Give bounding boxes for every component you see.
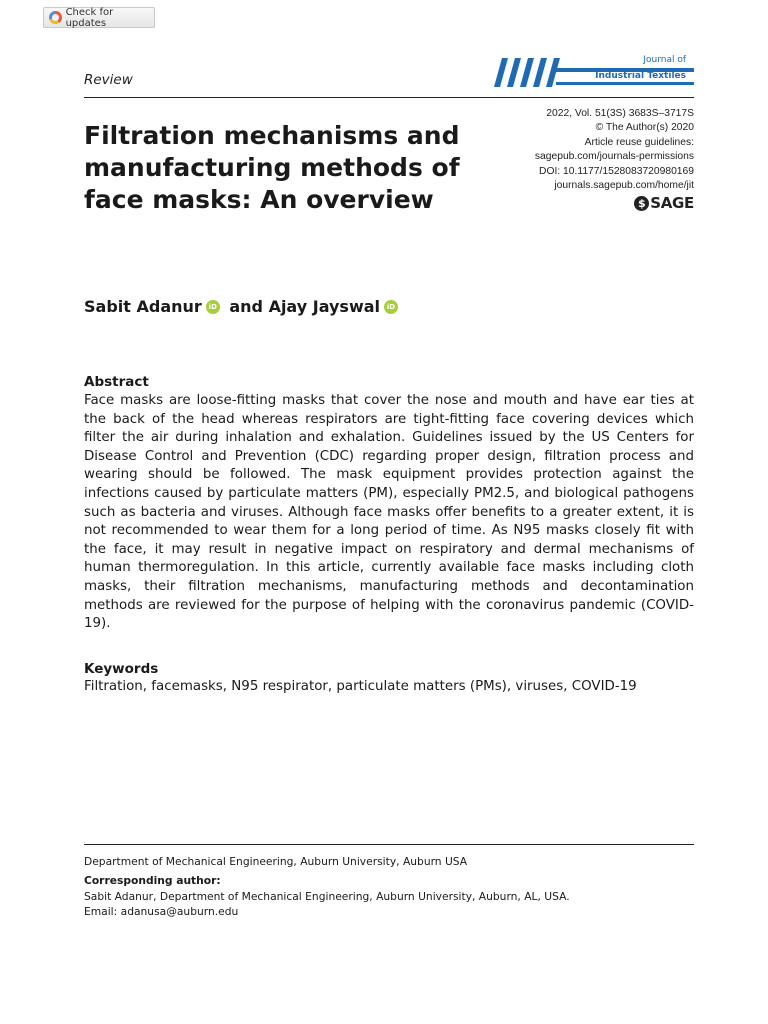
abstract-heading: Abstract (84, 374, 149, 390)
keywords-heading: Keywords (84, 661, 159, 677)
article-type-label: Review (84, 72, 133, 88)
orcid-icon[interactable]: iD (384, 300, 398, 314)
check-for-updates-button[interactable] (43, 7, 155, 28)
corresponding-author-text: Sabit Adanur, Department of Mechanical Engineering, Auburn University, Auburn, AL, USA. (84, 890, 570, 903)
doi-line[interactable]: DOI: 10.1177/1528083720980169 (539, 165, 694, 177)
permissions-link[interactable]: sagepub.com/journals-permissions (534, 151, 694, 163)
journal-logo (494, 55, 694, 89)
sage-s-icon: $ (634, 196, 649, 211)
journal-stripes-icon (494, 58, 564, 87)
keywords-text: Filtration, facemasks, N95 respirator, particulate matters (PMs), viruses, COVID-19 (84, 679, 637, 694)
footer-divider (84, 844, 694, 845)
article-metadata (535, 107, 694, 193)
sage-logo (634, 194, 694, 212)
affiliation: Department of Mechanical Engineering, Auburn University, Auburn USA (84, 855, 468, 868)
copyright-line: © The Author(s) 2020 (595, 122, 694, 134)
author-line (84, 297, 402, 316)
journal-name: Industrial Textiles (595, 71, 686, 81)
crossmark-icon (49, 11, 62, 24)
author-connector: and (223, 297, 269, 316)
journal-of-label: Journal of (643, 55, 686, 65)
article-title: Filtration mechanisms and manufacturing methods of face masks: An overview (84, 121, 460, 214)
header-divider (84, 97, 694, 98)
abstract-text: Face masks are loose-fitting masks that cover the nose and mouth and have ear ties at the back of the head whereas respirators are tight-fitting face covering devices which filter the air during inhalation and exhalation. Guidelines issued by the US Centers for Disease Control and Prevention (CDC) regarding proper design, filtration process and wearing should be followed. The mask equipment provides protection against the infections caused by particulate matters (PM), especially PM2.5, and biological pathogens such as bacteria and viruses. Although face masks offer benefits to a greater extent, it is not recommended to wear them for a long period of time. As N95 masks closely fit with the face, it may result in negative impact on respiratory and dermal mechanisms of human thermoregulation. In this article, currently available face masks including cloth masks, their filtration mechanisms, manufacturing methods and decontamination methods are reviewed for the purpose of helping with the coronavirus pandemic (COVID-19). (84, 393, 694, 632)
check-for-updates-label: Check for updates (65, 6, 114, 29)
corresponding-author-heading: Corresponding author: (84, 874, 221, 887)
citation-line: 2022, Vol. 51(3S) 3683S–3717S (546, 108, 694, 119)
reuse-label: Article reuse guidelines: (584, 136, 694, 148)
corresponding-email[interactable]: Email: adanusa@auburn.edu (84, 905, 239, 918)
publisher-name: SAGE (650, 194, 694, 212)
orcid-icon[interactable]: iD (206, 300, 220, 314)
author-name: Ajay Jayswal (268, 297, 381, 316)
author-name: Sabit Adanur (84, 297, 202, 316)
journal-home-link[interactable]: journals.sagepub.com/home/jit (554, 180, 694, 192)
